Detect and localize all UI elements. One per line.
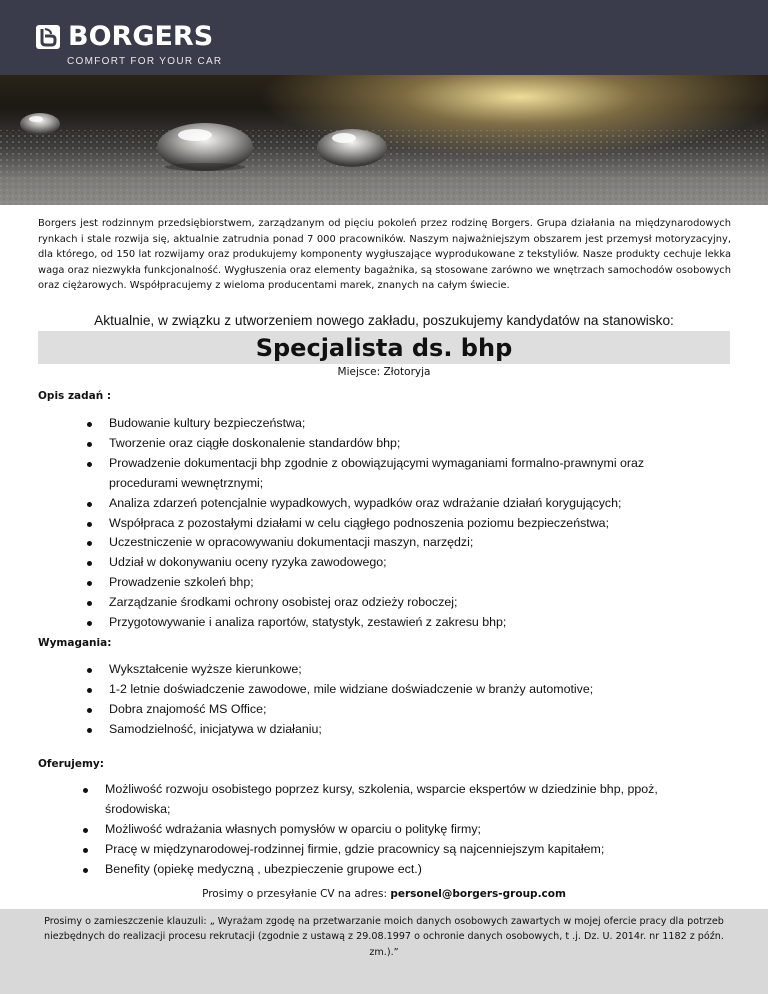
list-item: Przygotowywanie i analiza raportów, statystyk, zestawień z zakresu bhp; [84, 613, 704, 633]
water-drop-center [157, 123, 253, 171]
company-logo [36, 23, 213, 50]
list-item: Dobra znajomość MS Office; [84, 700, 704, 720]
hero-image [0, 75, 768, 205]
requirements-heading: Wymagania: [38, 637, 112, 649]
list-item: Możliwość wdrażania własnych pomysłów w oparciu o politykę firmy; [80, 820, 700, 840]
list-item: Uczestniczenie w opracowywaniu dokumentacji maszyn, narzędzi; [84, 533, 704, 553]
list-item: Pracę w międzynarodowej-rodzinnej firmie, gdzie pracownicy są najcenniejszym kapitałem; [80, 840, 700, 860]
list-item: Możliwość rozwoju osobistego poprzez kursy, szkolenia, wsparcie ekspertów w dziedzinie bhp, ppoż, środowiska; [80, 780, 700, 820]
water-drop-right [317, 129, 387, 167]
recruitment-lead: Aktualnie, w związku z utworzeniem nowego zakładu, poszukujemy kandydatów na stanowisko: [94, 313, 674, 328]
offer-list [80, 780, 700, 880]
list-item: Benefity (opiekę medyczną , ubezpieczenie grupowe ect.) [80, 860, 700, 880]
cv-text: Prosimy o przesyłanie CV na adres: [202, 888, 391, 900]
list-item: Tworzenie oraz ciągłe doskonalenie standardów bhp; [84, 434, 704, 454]
list-item: Wykształcenie wyższe kierunkowe; [84, 660, 704, 680]
brand-name: BORGERS [68, 21, 214, 52]
list-item: Prowadzenie szkoleń bhp; [84, 573, 704, 593]
cv-email[interactable]: personel@borgers-group.com [390, 888, 566, 900]
list-item: 1-2 letnie doświadczenie zawodowe, mile widziane doświadczenie w branży automotive; [84, 680, 704, 700]
borgers-logo-icon [36, 25, 60, 49]
offer-heading: Oferujemy: [38, 758, 104, 770]
requirements-list [84, 660, 704, 740]
company-intro: Borgers jest rodzinnym przedsiębiorstwem, zarządzanym od pięciu pokoleń przez rodzinę Borgers. Grupa działania na międzynarodowych rynkach i stale rozwija się, aktualnie zatrudnia ponad 7 000 pracowników. Naszym najważniejszym obszarem jest przemysł motoryzacyjny, dla którego, od 150 lat rozwijamy oraz produkujemy komponenty wygłuszające wyprodukowane z tekstyliów. Nasze produkty cechuje lekka waga oraz niezwykła funkcjonalność. Wygłuszenia oraz elementy bagażnika, są stosowane zarówno we wnętrzach samochodów osobowych oraz ciężarowych. Współpracujemy z wieloma producentami marek, znanych na całym świecie. [38, 218, 731, 291]
tasks-heading: Opis zadań : [38, 390, 112, 402]
list-item: Współpraca z pozostałymi działami w celu ciągłego podnoszenia poziomu bezpieczeństwa; [84, 514, 704, 534]
water-drop-left [20, 113, 60, 135]
list-item: Udział w dokonywaniu oceny ryzyka zawodowego; [84, 553, 704, 573]
list-item: Budowanie kultury bezpieczeństwa; [84, 414, 704, 434]
privacy-clause: Prosimy o zamieszczenie klauzuli: „ Wyrażam zgodę na przetwarzanie moich danych osobowych zawartych w mojej ofercie pracy dla potrzeb niezbędnych do realizacji procesu rekrutacji (zgodnie z ustawą z 29.08.1997 o ochronie danych osobowych, t .j. Dz. U. 2014r. nr 1182 z późn. zm.).” [44, 916, 724, 958]
job-location: Miejsce: Złotoryja [337, 366, 431, 378]
list-item: Samodzielność, inicjatywa w działaniu; [84, 720, 704, 740]
tasks-list [84, 414, 704, 633]
list-item: Zarządzanie środkami ochrony osobistej oraz odzieży roboczej; [84, 593, 704, 613]
header-banner [0, 0, 768, 75]
brand-tagline: COMFORT FOR YOUR CAR [67, 56, 223, 67]
list-item: Analiza zdarzeń potencjalnie wypadkowych, wypadków oraz wdrażanie działań korygujących; [84, 494, 704, 514]
job-title: Specjalista ds. bhp [255, 334, 513, 362]
list-item: Prowadzenie dokumentacji bhp zgodnie z obowiązującymi wymaganiami formalno-prawnymi oraz procedurami wewnętrznymi; [84, 454, 704, 494]
cv-instruction [0, 888, 768, 900]
